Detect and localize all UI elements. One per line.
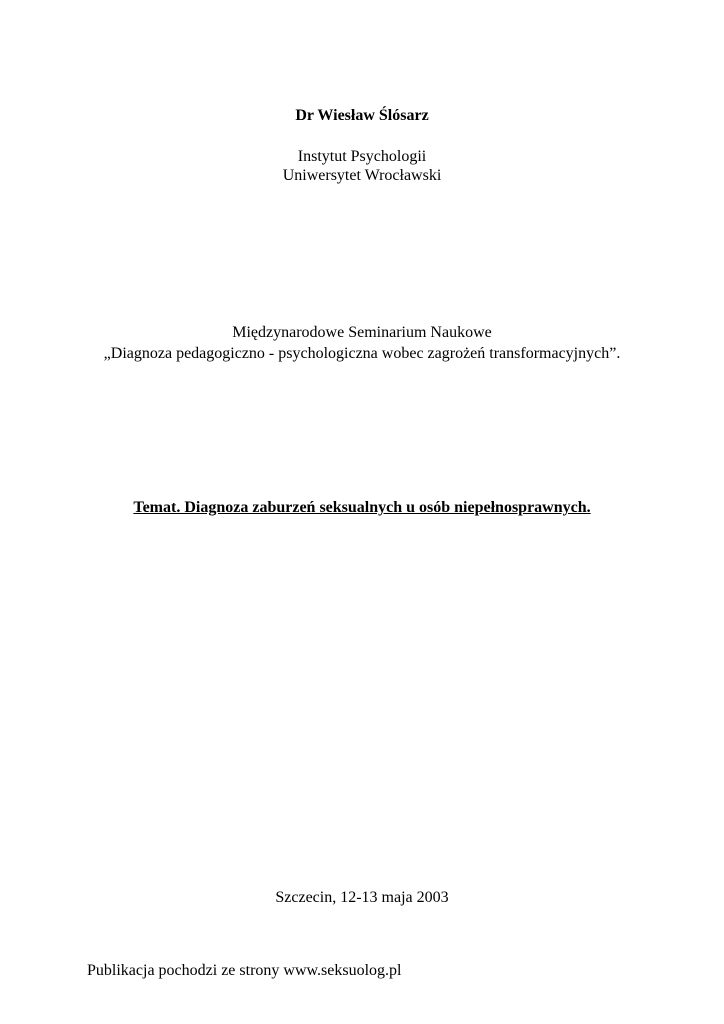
publication-source: Publikacja pochodzi ze strony www.seksuolog.pl — [87, 962, 402, 979]
seminar-title: „Diagnoza pedagogiczno - psychologiczna wobec zagrożeń transformacyjnych”. — [103, 345, 621, 362]
place-date: Szczecin, 12-13 maja 2003 — [275, 889, 449, 906]
author-university: Uniwersytet Wrocławski — [282, 167, 442, 184]
seminar-name: Międzynarodowe Seminarium Naukowe — [232, 324, 492, 341]
author-name: Dr Wiesław Ślósarz — [295, 107, 429, 124]
author-institute: Instytut Psychologii — [297, 148, 427, 165]
topic-title: Temat. Diagnoza zaburzeń seksualnych u osób niepełnosprawnych. — [133, 499, 591, 516]
